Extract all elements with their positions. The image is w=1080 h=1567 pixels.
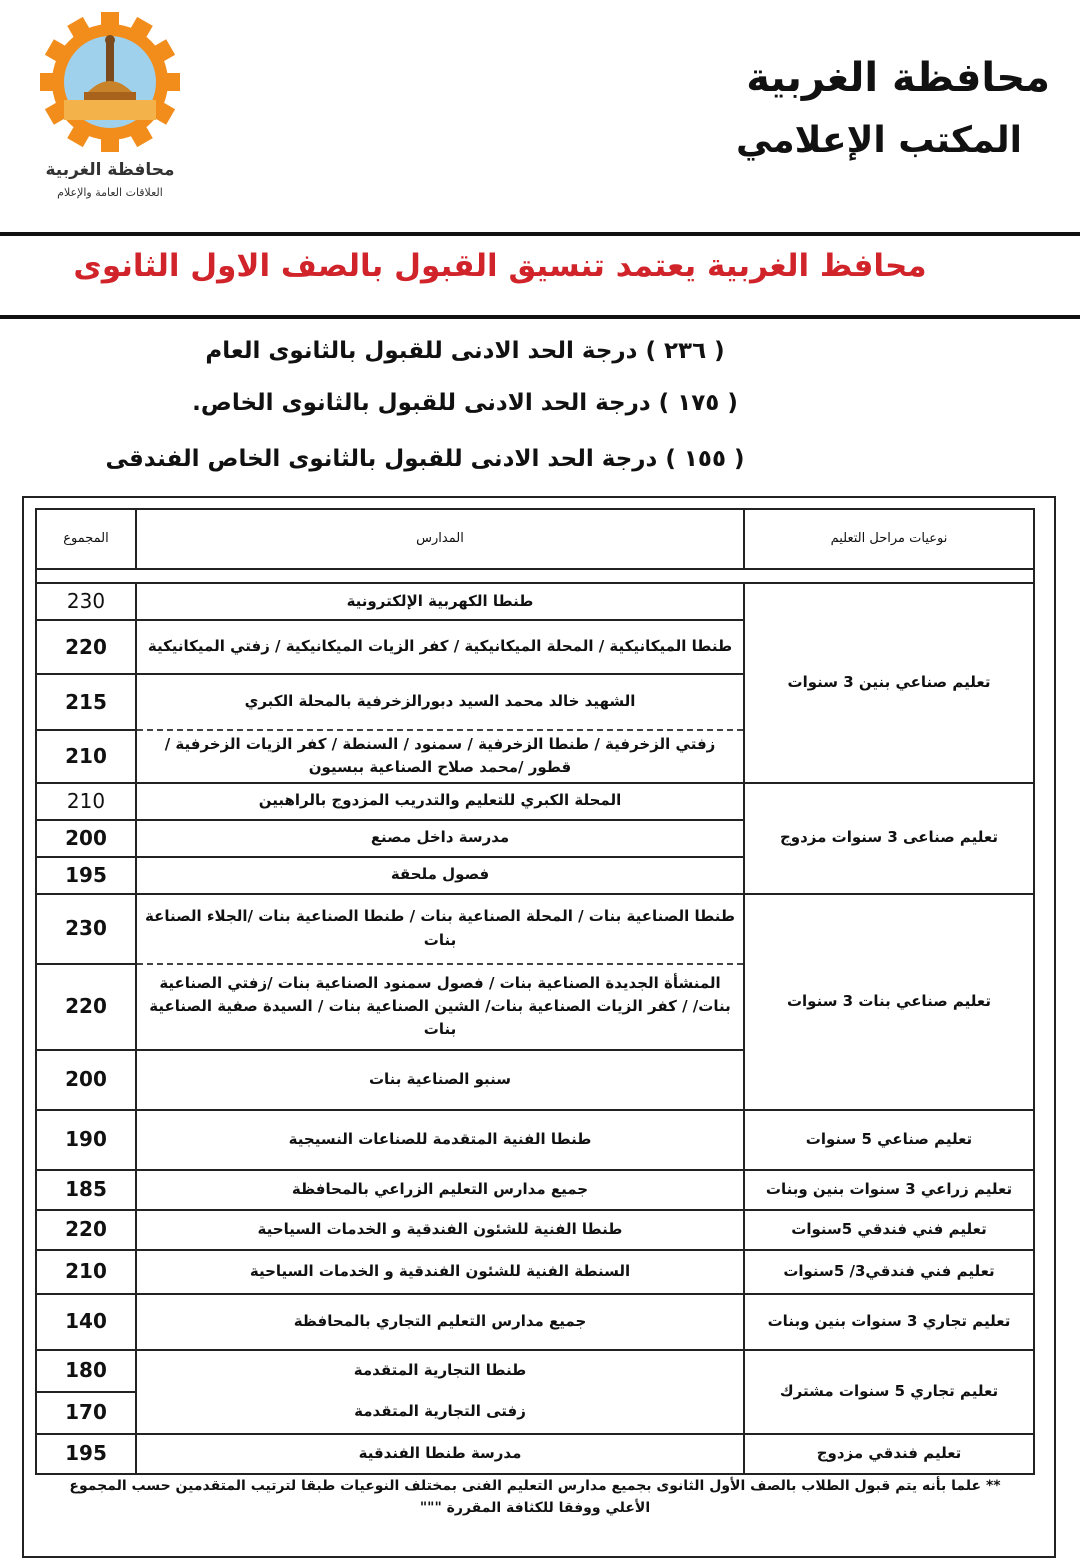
row-type: تعليم تجاري 3 سنوات بنين وبنات [744, 1294, 1034, 1350]
row-school: فصول ملحقة [136, 857, 744, 894]
row-school: الشهيد خالد محمد السيد دبورالزخرفية بالمحلة الكبري [136, 674, 744, 730]
row-score: 220 [36, 964, 136, 1050]
header-schools: المدارس [136, 509, 744, 569]
row-school: زفتي الزخرفية / طنطا الزخرفية / سمنود / السنطة / كفر الزيات الزخرفية / قطور /محمد صلاح الصناعية ببسيون [136, 730, 744, 783]
row-school: طنطا الميكانيكية / المحلة الميكانيكية / كفر الزيات الميكانيكية / زفتي الميكانيكية [136, 620, 744, 674]
row-type: تعليم زراعي 3 سنوات بنين وبنات [744, 1170, 1034, 1210]
header-type: نوعيات مراحل التعليم [744, 509, 1034, 569]
row-score: 195 [36, 857, 136, 894]
row-score: 200 [36, 820, 136, 857]
min-score-general: ( ٢٣٦ ) درجة الحد الادنى للقبول بالثانوى العام [205, 338, 725, 364]
header-total: المجموع [36, 509, 136, 569]
row-type: تعليم صناعى 3 سنوات مزدوج [744, 783, 1034, 894]
row-type: تعليم فندقي مزدوج [744, 1434, 1034, 1474]
row-score: 220 [36, 1210, 136, 1250]
gear-emblem-icon [25, 10, 195, 160]
footnote: ** علما بأنه يتم قبول الطلاب بالصف الأول الثانوى بجميع مدارس التعليم الفنى بمختلف النوعيات طبقا لترتيب المتقدمين حسب المجموع الأعلي ووفقا للكثافة المقررة """ [69, 1478, 1001, 1517]
row-score: 190 [36, 1110, 136, 1170]
row-score: 210 [36, 783, 136, 820]
office-title: المكتب الإعلامي [735, 120, 1022, 161]
admission-table [35, 508, 1035, 1475]
row-score: 230 [36, 583, 136, 620]
row-school: مدرسة طنطا الفندقية [136, 1434, 744, 1474]
row-score: 185 [36, 1170, 136, 1210]
row-score: 200 [36, 1050, 136, 1110]
row-school: طنطا الفنية للشئون الفندقية و الخدمات السياحية [136, 1210, 744, 1250]
table-row [36, 1210, 1034, 1250]
row-school: طنطا الصناعية بنات / المحلة الصناعية بنات / طنطا الصناعية بنات /الجلاء الصناعة بنات [136, 894, 744, 964]
table-row [36, 894, 1034, 964]
table-row [36, 583, 1034, 620]
row-type: تعليم صناعي بنات 3 سنوات [744, 894, 1034, 1110]
table-row [36, 783, 1034, 820]
row-school: زفتى التجارية المتقدمة [136, 1392, 744, 1434]
table-row [36, 1434, 1034, 1474]
row-type: تعليم صناعي بنين 3 سنوات [744, 583, 1034, 783]
row-type: تعليم فني فندقي 5سنوات [744, 1210, 1034, 1250]
row-type: تعليم تجاري 5 سنوات مشترك [744, 1350, 1034, 1434]
table-row [36, 1250, 1034, 1294]
row-school: جميع مدارس التعليم الزراعي بالمحافظة [136, 1170, 744, 1210]
row-score: 210 [36, 1250, 136, 1294]
row-school: جميع مدارس التعليم التجاري بالمحافظة [136, 1294, 744, 1350]
row-school: طنطا الفنية المتقدمة للصناعات النسيجية [136, 1110, 744, 1170]
row-school: سنبو الصناعية بنات [136, 1050, 744, 1110]
row-school: طنطا الكهربية الإلكترونية [136, 583, 744, 620]
table-row [36, 1170, 1034, 1210]
divider-top [0, 232, 1080, 236]
row-school: طنطا التجارية المتقدمة [136, 1350, 744, 1392]
min-score-private: ( ١٧٥ ) درجة الحد الادنى للقبول بالثانوى الخاص. [192, 390, 738, 416]
logo-name: محافظة الغربية [45, 160, 175, 180]
row-score: 195 [36, 1434, 136, 1474]
row-type: تعليم فني فندقي3/ 5سنوات [744, 1250, 1034, 1294]
headline: محافظ الغربية يعتمد تنسيق القبول بالصف الاول الثانوى [73, 248, 927, 284]
logo-subtitle: العلاقات العامة والإعلام [57, 186, 163, 199]
table-row [36, 1350, 1034, 1392]
row-school: السنطة الفنية للشئون الفندقية و الخدمات السياحية [136, 1250, 744, 1294]
row-score: 170 [36, 1392, 136, 1434]
table-row [36, 1110, 1034, 1170]
row-score: 140 [36, 1294, 136, 1350]
min-score-private-hotel: ( ١٥٥ ) درجة الحد الادنى للقبول بالثانوى الخاص الفندقى [105, 446, 745, 472]
row-score: 230 [36, 894, 136, 964]
table-row [36, 1294, 1034, 1350]
row-score: 210 [36, 730, 136, 783]
governorate-title: محافظة الغربية [746, 55, 1050, 101]
table-header-row [36, 509, 1034, 569]
row-score: 180 [36, 1350, 136, 1392]
row-school: المحلة الكبري للتعليم والتدريب المزدوج بالراهبين [136, 783, 744, 820]
governorate-logo [25, 10, 195, 210]
divider-bottom [0, 315, 1080, 319]
row-school: مدرسة داخل مصنع [136, 820, 744, 857]
row-type: تعليم صناعي 5 سنوات [744, 1110, 1034, 1170]
row-school: المنشأة الجديدة الصناعية بنات / فصول سمنود الصناعية بنات /زفتي الصناعية بنات/ / كفر الزيات الصناعية بنات/ الشين الصناعية بنات / السيدة صفية الصناعية بنات [136, 964, 744, 1050]
row-score: 220 [36, 620, 136, 674]
row-score: 215 [36, 674, 136, 730]
